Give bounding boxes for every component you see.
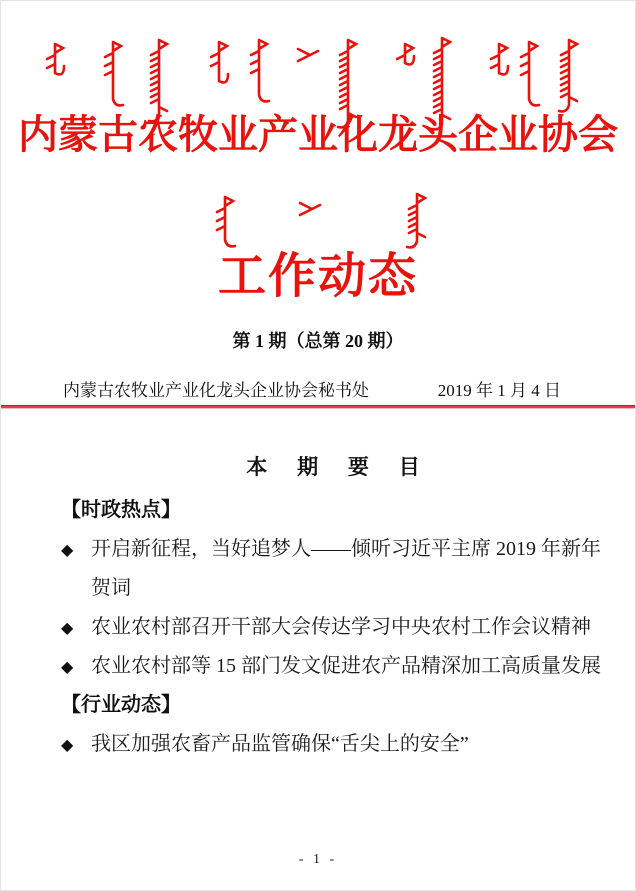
digest-item — [61, 608, 605, 647]
diamond-bullet-icon: ◆ — [61, 735, 74, 754]
digest-sections — [61, 491, 605, 764]
digest-item-text: 开启新征程，当好追梦人——倾听习近平主席 2019 年新年贺词 — [91, 538, 601, 599]
organization-title: 内蒙古农牧业产业化龙头企业协会 — [18, 112, 618, 157]
issue-number: 第 1 期（总第 20 期） — [232, 331, 404, 351]
digest-item-text: 我区加强农畜产品监管确保“舌尖上的安全” — [91, 733, 469, 755]
bulletin-title: 工作动态 — [217, 250, 418, 303]
digest-item — [61, 530, 605, 608]
digest-item — [61, 647, 605, 686]
diamond-bullet-icon: ◆ — [61, 618, 74, 637]
mongolian-script-glyph — [485, 41, 515, 95]
mongolian-script-glyph — [296, 199, 326, 233]
digest-item — [61, 725, 605, 764]
digest-section-header: 【行业动态】 — [61, 694, 181, 716]
digest-item-text: 农业农村部等 15 部门发文促进农产品精深加工高质量发展 — [91, 655, 601, 677]
publisher-line — [63, 379, 561, 403]
mongolian-script-glyph — [205, 39, 235, 103]
page-number: - 1 - — [298, 852, 338, 867]
diamond-bullet-icon: ◆ — [61, 540, 74, 559]
mongolian-script-glyph — [391, 41, 421, 85]
diamond-bullet-icon: ◆ — [61, 657, 74, 676]
publish-date: 2019 年 1 月 4 日 — [437, 381, 561, 400]
mongolian-script-glyph — [294, 45, 324, 79]
red-divider-rule — [1, 405, 635, 409]
digest-section-header: 【时政热点】 — [61, 499, 181, 521]
mongolian-script-glyph — [41, 41, 71, 95]
publisher-name: 内蒙古农牧业产业化龙头企业协会秘书处 — [63, 381, 369, 400]
digest-item-text: 农业农村部召开干部大会传达学习中央农村工作会议精神 — [91, 616, 591, 638]
digest-title: 本 期 要 目 — [246, 456, 432, 479]
digest — [61, 453, 605, 764]
